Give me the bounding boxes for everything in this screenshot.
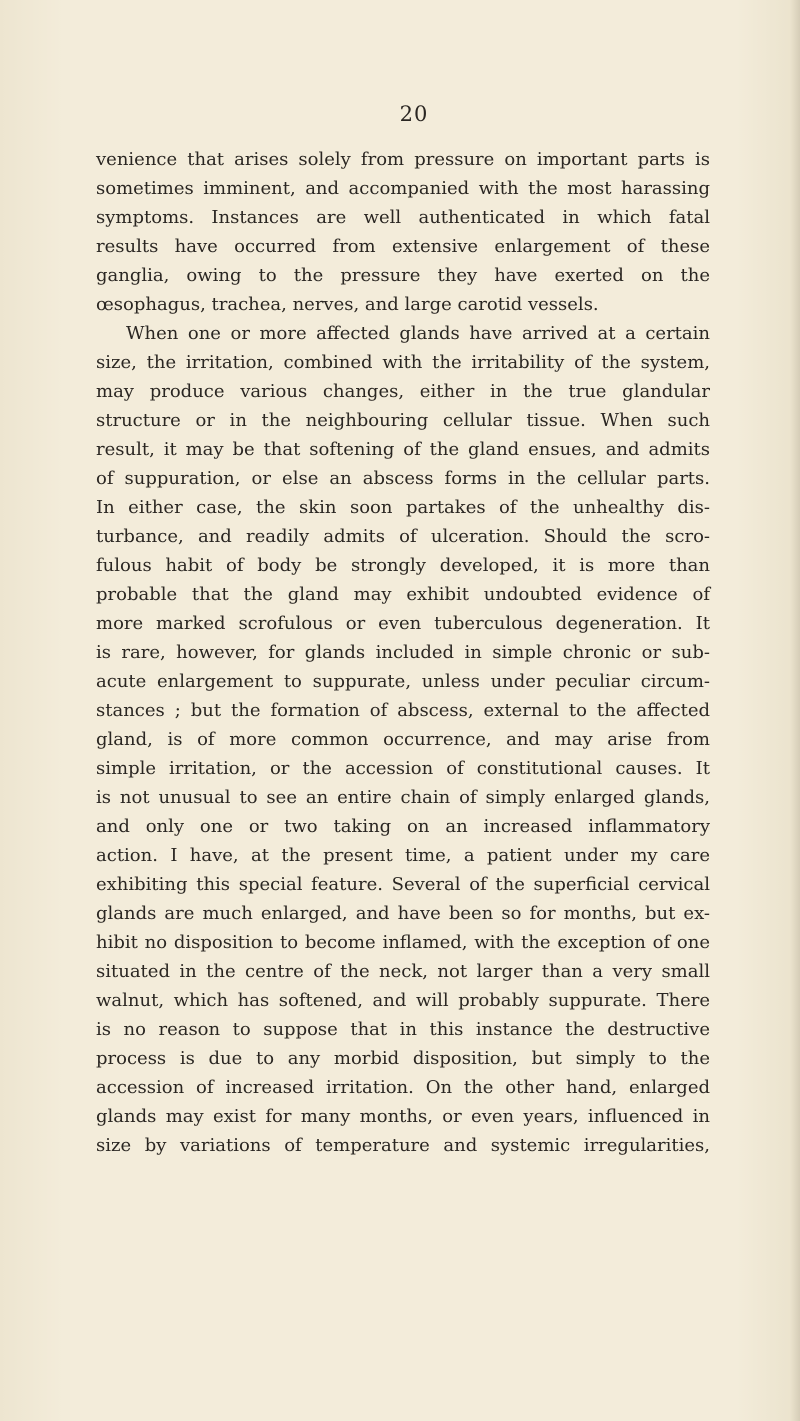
text-line: structure or in the neighbouring cellular tissue. When such	[96, 410, 710, 431]
text-line: symptoms. Instances are well authenticated in which fatal	[96, 207, 710, 228]
text-line: walnut, which has softened, and will probably suppurate. There	[96, 990, 710, 1011]
text-line: result, it may be that softening of the gland ensues, and admits	[96, 439, 710, 460]
text-line: action. I have, at the present time, a patient under my care	[96, 845, 710, 866]
text-line: fulous habit of body be strongly developed, it is more than	[96, 555, 710, 576]
text-line: situated in the centre of the neck, not larger than a very small	[96, 961, 710, 982]
body-text	[96, 145, 710, 1160]
text-line: gland, is of more common occurrence, and may arise from	[96, 729, 710, 750]
text-line: stances ; but the formation of abscess, external to the affected	[96, 700, 710, 721]
text-line: of suppuration, or else an abscess forms in the cellular parts.	[96, 468, 710, 489]
text-line: œsophagus, trachea, nerves, and large carotid vessels.	[96, 294, 599, 315]
text-line: In either case, the skin soon partakes of the unhealthy dis-	[96, 497, 710, 518]
text-line: exhibiting this special feature. Several of the superficial cervical	[96, 874, 710, 895]
text-line: glands may exist for many months, or even years, influenced in	[96, 1106, 710, 1127]
text-line: hibit no disposition to become inflamed, with the exception of one	[96, 932, 710, 953]
text-line: is not unusual to see an entire chain of simply enlarged glands,	[96, 787, 710, 808]
text-line: sometimes imminent, and accompanied with the most harassing	[96, 178, 710, 199]
text-line: When one or more affected glands have arrived at a certain	[126, 323, 710, 344]
text-line: glands are much enlarged, and have been so for months, but ex-	[96, 903, 710, 924]
text-line: probable that the gland may exhibit undoubted evidence of	[96, 584, 710, 605]
text-line: simple irritation, or the accession of constitutional causes. It	[96, 758, 710, 779]
text-line: turbance, and readily admits of ulceration. Should the scro-	[96, 526, 710, 547]
text-line: is rare, however, for glands included in simple chronic or sub-	[96, 642, 710, 663]
page-edge-shadow	[790, 0, 800, 1421]
text-line: size by variations of temperature and systemic irregularities,	[96, 1135, 710, 1156]
text-line: more marked scrofulous or even tuberculous degeneration. It	[96, 613, 710, 634]
text-line: acute enlargement to suppurate, unless under peculiar circum-	[96, 671, 710, 692]
text-line: results have occurred from extensive enlargement of these	[96, 236, 710, 257]
text-line: is no reason to suppose that in this instance the destructive	[96, 1019, 710, 1040]
text-line: process is due to any morbid disposition, but simply to the	[96, 1048, 710, 1069]
text-line: size, the irritation, combined with the irritability of the system,	[96, 352, 710, 373]
text-line: ganglia, owing to the pressure they have exerted on the	[96, 265, 710, 286]
text-line: accession of increased irritation. On the other hand, enlarged	[96, 1077, 710, 1098]
text-line: and only one or two taking on an increased inflammatory	[96, 816, 710, 837]
page-number: 20	[399, 102, 429, 126]
text-line: venience that arises solely from pressure on important parts is	[96, 149, 710, 170]
text-line: may produce various changes, either in the true glandular	[96, 381, 710, 402]
